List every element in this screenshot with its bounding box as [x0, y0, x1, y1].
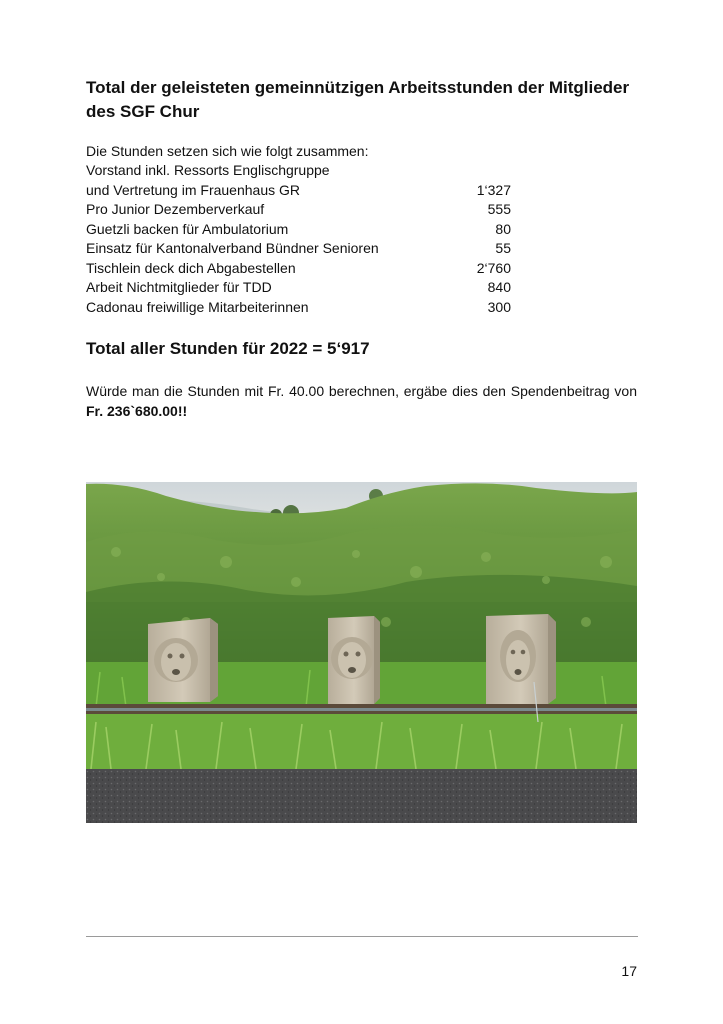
row-label: Guetzli backen für Ambulatorium: [86, 220, 289, 237]
donation-amount: Fr. 236`680.00!!: [86, 403, 188, 419]
list-item: [86, 220, 511, 240]
footer-divider: [86, 936, 638, 937]
row-value: 555: [487, 201, 511, 217]
row-value: 840: [487, 279, 511, 295]
row-value: 300: [487, 298, 511, 315]
hours-list: [86, 161, 511, 317]
row-label: und Vertretung im Frauenhaus GR: [86, 181, 301, 198]
list-item: [86, 259, 511, 279]
row-label: Vorstand inkl. Ressorts Englischgruppe: [86, 162, 330, 178]
intro-text: Die Stunden setzen sich wie folgt zusammen:: [86, 143, 369, 159]
page-number: 17: [621, 963, 637, 979]
total-heading: Total aller Stunden für 2022 = 5‘917: [86, 339, 370, 358]
row-label: Cadonau freiwillige Mitarbeiterinnen: [86, 298, 309, 315]
paragraph-text: Würde man die Stunden mit Fr. 40.00 berechnen, ergäbe dies den Spendenbeitrag von: [86, 383, 637, 399]
list-item: [86, 298, 511, 318]
row-label: Pro Junior Dezemberverkauf: [86, 201, 265, 217]
row-value: 80: [495, 220, 511, 237]
row-value: 55: [495, 240, 511, 256]
list-item: [86, 161, 511, 181]
page-title: Total der geleisteten gemeinnützigen Arbeitsstunden der Mitglieder des SGF Chur: [86, 78, 630, 121]
fountain-stone-left: [148, 618, 218, 702]
fountain-photo: [86, 482, 637, 823]
list-item: [86, 200, 511, 220]
fountain-stone-center: [328, 616, 380, 704]
row-label: Einsatz für Kantonalverband Bündner Senioren: [86, 240, 379, 256]
row-label: Arbeit Nichtmitglieder für TDD: [86, 279, 272, 295]
row-label: Tischlein deck dich Abgabestellen: [86, 259, 296, 276]
list-item: [86, 278, 511, 298]
donation-paragraph: [86, 381, 637, 421]
list-item: [86, 239, 511, 259]
row-value: 2‘760: [476, 259, 511, 276]
row-value: 1‘327: [476, 181, 511, 198]
list-item: [86, 181, 511, 201]
